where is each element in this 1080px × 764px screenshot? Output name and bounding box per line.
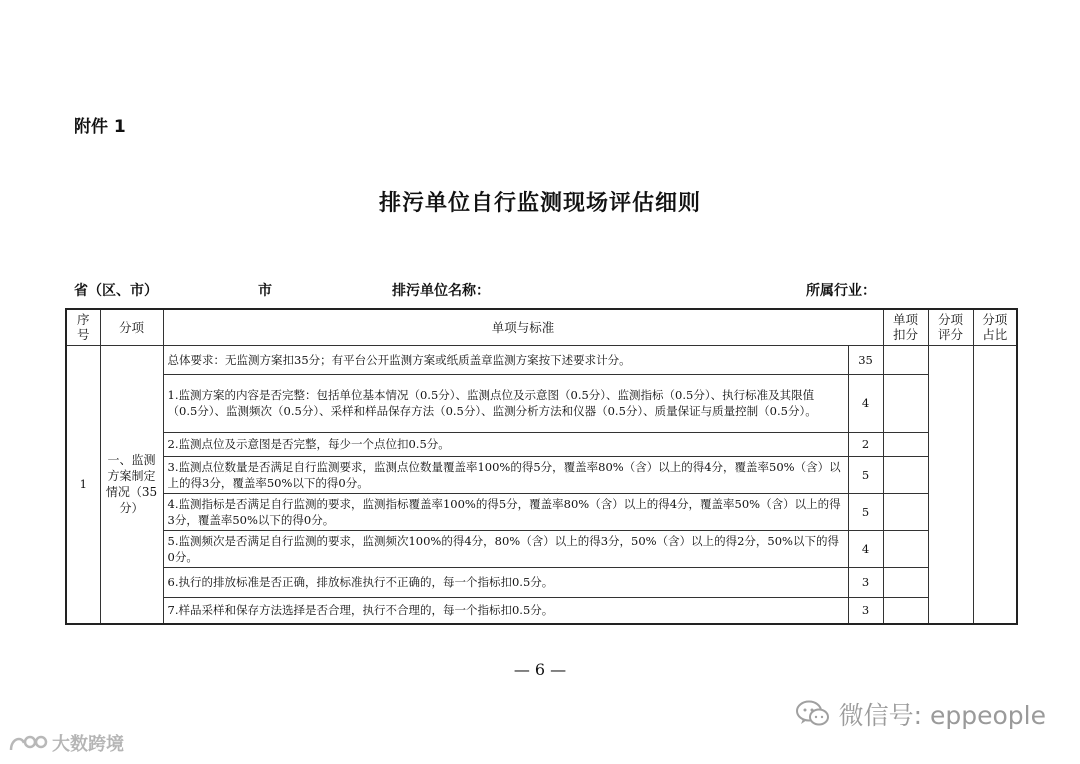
evaluation-table: [65, 308, 1018, 625]
row-score: 4: [848, 374, 883, 432]
row-standard-text: 4.监测指标是否满足自行监测的要求，监测指标覆盖率100%的得5分，覆盖率80%（含）以上的得4分，覆盖率50%（含）以上的得3分，覆盖率50%以下的得0分。: [163, 493, 848, 530]
page-number: — 6 —: [513, 660, 567, 679]
row-standard-text: 6.执行的排放标准是否正确，排放标准执行不正确的，每一个指标扣0.5分。: [163, 567, 848, 597]
row-standard-text: 1.监测方案的内容是否完整：包括单位基本情况（0.5分）、监测点位及示意图（0.5分）、监测指标（0.5分）、执行标准及其限值（0.5分）、监测频次（0.5分）、采样和样品保存方法（0.5分）、监测分析方法和仪器（0.5分）、质量保证与质量控制（0.5分）。: [163, 374, 848, 432]
table-row: [66, 597, 1017, 624]
row-deduction-cell[interactable]: [883, 456, 928, 493]
group-seq: 1: [66, 345, 100, 624]
header-standard: 单项与标准: [163, 309, 883, 345]
header-category-score: 分项评分: [928, 309, 973, 345]
header-category-ratio: 分项占比: [973, 309, 1017, 345]
source-watermark: [8, 730, 124, 756]
row-score: 2: [848, 432, 883, 456]
row-score: 35: [848, 345, 883, 374]
source-watermark-text: 大数跨境: [52, 734, 124, 755]
row-deduction-cell[interactable]: [883, 432, 928, 456]
table-header-row: [66, 309, 1017, 345]
row-score: 5: [848, 456, 883, 493]
header-category: 分项: [100, 309, 163, 345]
table-row: [66, 493, 1017, 530]
table-row: [66, 530, 1017, 567]
industry-field-label: 所属行业：: [806, 283, 876, 299]
table-row: [66, 567, 1017, 597]
table-row: [66, 345, 1017, 374]
header-seq: 序号: [66, 309, 100, 345]
row-standard-text: 5.监测频次是否满足自行监测的要求，监测频次100%的得4分，80%（含）以上的得3分，50%（含）以上的得2分，50%以下的得0分。: [163, 530, 848, 567]
table-row: [66, 432, 1017, 456]
attachment-label: 附件 1: [74, 117, 126, 137]
province-field-label: 省（区、市）: [74, 283, 158, 299]
wechat-id-text: 微信号: eppeople: [838, 701, 1046, 730]
row-deduction-cell[interactable]: [883, 597, 928, 624]
wechat-watermark: [795, 696, 1046, 732]
row-standard-text: 3.监测点位数量是否满足自行监测要求，监测点位数量覆盖率100%的得5分，覆盖率80%（含）以上的得4分，覆盖率50%（含）以上的得3分，覆盖率50%以下的得0分。: [163, 456, 848, 493]
row-standard-text: 2.监测点位及示意图是否完整，每少一个点位扣0.5分。: [163, 432, 848, 456]
row-standard-text: 7.样品采样和保存方法选择是否合理，执行不合理的，每一个指标扣0.5分。: [163, 597, 848, 624]
brand-logo-icon: [8, 732, 48, 754]
group-category: 一、监测方案制定情况（35分）: [100, 345, 163, 624]
document-title: 排污单位自行监测现场评估细则: [378, 191, 701, 216]
row-standard-text: 总体要求：无监测方案扣35分；有平台公开监测方案或纸质盖章监测方案按下述要求计分。: [163, 345, 848, 374]
table-row: [66, 374, 1017, 432]
row-score: 4: [848, 530, 883, 567]
row-deduction-cell[interactable]: [883, 567, 928, 597]
row-deduction-cell[interactable]: [883, 493, 928, 530]
table-row: [66, 456, 1017, 493]
wechat-icon: [795, 699, 831, 729]
row-score: 5: [848, 493, 883, 530]
category-score-cell[interactable]: [928, 345, 973, 624]
row-deduction-cell[interactable]: [883, 530, 928, 567]
row-deduction-cell[interactable]: [883, 345, 928, 374]
row-deduction-cell[interactable]: [883, 374, 928, 432]
city-field-label: 市: [258, 283, 272, 299]
row-score: 3: [848, 597, 883, 624]
category-ratio-cell[interactable]: [973, 345, 1017, 624]
header-item-deduction: 单项扣分: [883, 309, 928, 345]
row-score: 3: [848, 567, 883, 597]
unit-name-field-label: 排污单位名称：: [392, 283, 490, 299]
